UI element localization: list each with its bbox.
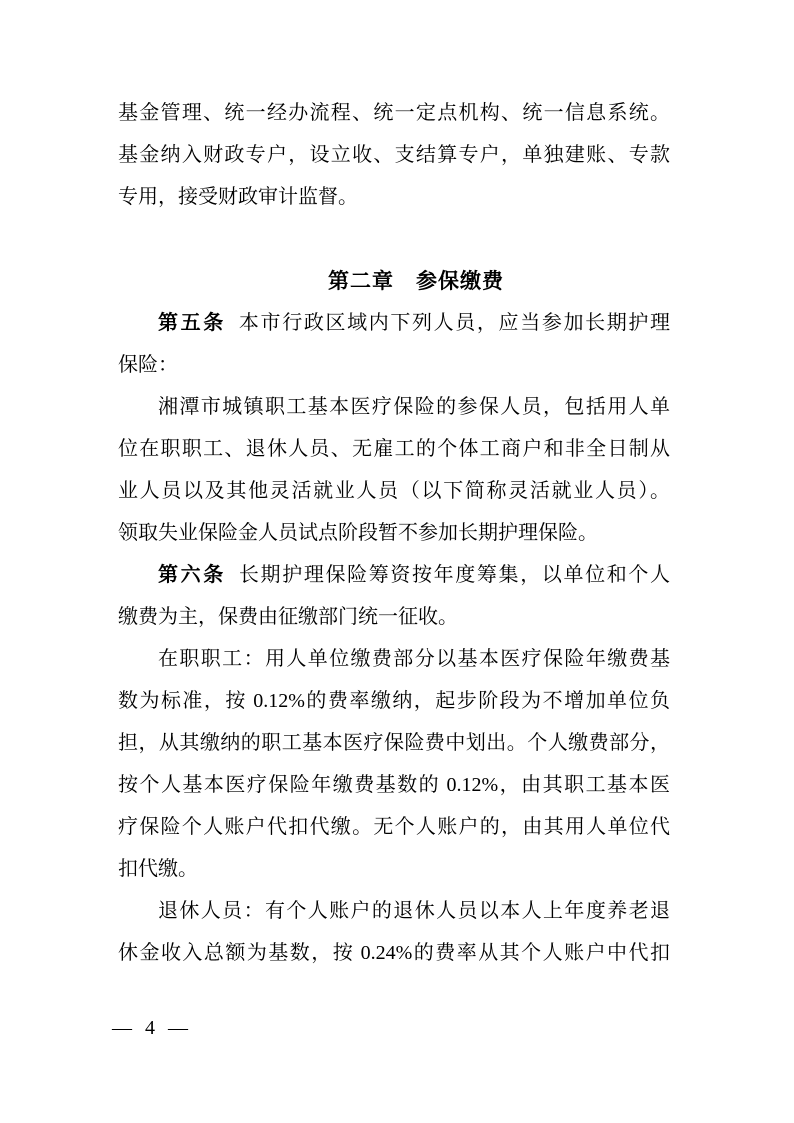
text-line: 按个人基本医疗保险年缴费基数的 0.12%，由其职工基本医 bbox=[118, 774, 670, 796]
document-body bbox=[118, 92, 670, 974]
text-line: 基金纳入财政专户，设立收、支结算专户，单独建账、专款 bbox=[118, 144, 670, 166]
paragraph-active-employees bbox=[118, 638, 670, 890]
chapter-heading: 第二章 参保缴费 bbox=[328, 269, 504, 293]
text-line: 保险： bbox=[118, 354, 178, 376]
paragraph-covered-persons bbox=[118, 386, 670, 554]
text-line bbox=[118, 554, 670, 596]
paragraph-fund-management bbox=[118, 92, 670, 218]
text-line: 基金管理、统一经办流程、统一定点机构、统一信息系统。 bbox=[118, 102, 670, 124]
text-line: 领取失业保险金人员试点阶段暂不参加长期护理保险。 bbox=[118, 522, 598, 544]
text-line: 业人员以及其他灵活就业人员（以下简称灵活就业人员）。 bbox=[118, 480, 670, 502]
article-text: 本市行政区域内下列人员，应当参加长期护理 bbox=[238, 312, 671, 334]
paragraph-article-5 bbox=[118, 302, 670, 386]
text-line: 缴费为主，保费由征缴部门统一征收。 bbox=[118, 606, 458, 628]
page-number: — 4 — bbox=[112, 1017, 192, 1039]
article-text: 长期护理保险筹资按年度筹集，以单位和个人 bbox=[238, 564, 671, 586]
text-line: 疗保险个人账户代扣代缴。无个人账户的，由其用人单位代 bbox=[118, 816, 670, 838]
article-number: 第六条 bbox=[158, 564, 226, 586]
text-line: 湘潭市城镇职工基本医疗保险的参保人员，包括用人单 bbox=[158, 396, 670, 418]
text-line: 退休人员：有个人账户的退休人员以本人上年度养老退 bbox=[158, 900, 670, 922]
paragraph-retirees bbox=[118, 890, 670, 974]
text-line: 在职职工：用人单位缴费部分以基本医疗保险年缴费基 bbox=[158, 648, 670, 670]
article-number: 第五条 bbox=[158, 312, 226, 334]
text-line: 位在职职工、退休人员、无雇工的个体工商户和非全日制从 bbox=[118, 438, 670, 460]
text-line: 担，从其缴纳的职工基本医疗保险费中划出。个人缴费部分， bbox=[118, 732, 670, 754]
text-line: 休金收入总额为基数，按 0.24%的费率从其个人账户中代扣 bbox=[118, 942, 670, 964]
text-line: 扣代缴。 bbox=[118, 858, 198, 880]
blank-line bbox=[118, 218, 670, 260]
paragraph-article-6 bbox=[118, 554, 670, 638]
text-line: 专用，接受财政审计监督。 bbox=[118, 186, 358, 208]
text-line bbox=[118, 302, 670, 344]
text-line: 数为标准，按 0.12%的费率缴纳，起步阶段为不增加单位负 bbox=[118, 690, 670, 712]
